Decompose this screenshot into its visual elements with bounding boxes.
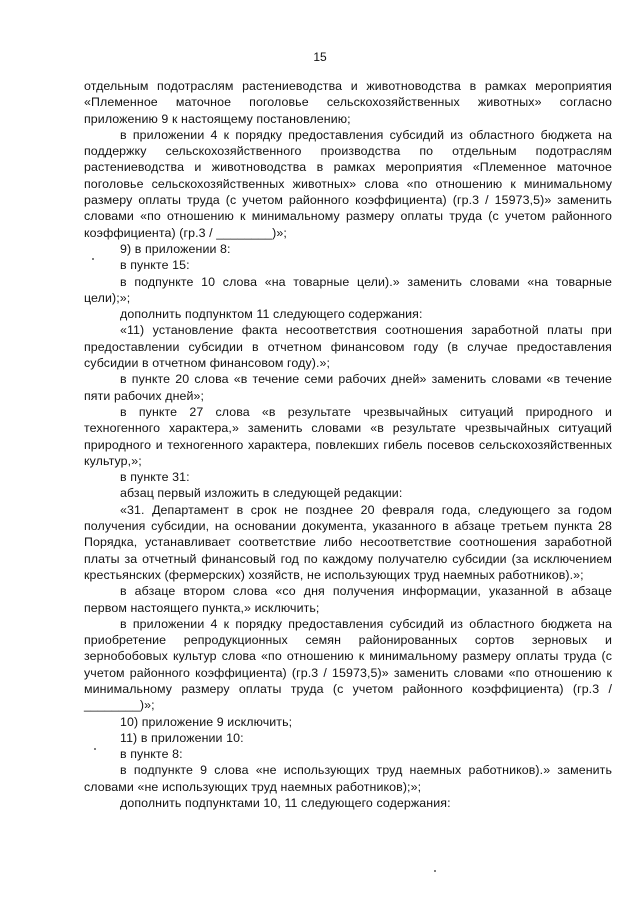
paragraph: 11) в приложении 10: xyxy=(120,730,244,745)
paragraph: отдельным подотраслям растениеводства и животноводства в рамках мероприятия «Племенное маточное поголовье сельскохозяйственных животных» согласно приложению 9 к настоящему постановлению; xyxy=(84,79,612,126)
paragraph: в пункте 15: xyxy=(120,258,190,273)
paragraph: абзац первый изложить в следующей редакции: xyxy=(120,486,403,501)
paragraph: дополнить подпунктом 11 следующего содержания: xyxy=(120,307,423,322)
scan-speck xyxy=(92,258,94,260)
paragraph: 9) в приложении 8: xyxy=(120,241,231,256)
paragraph: в пункте 8: xyxy=(120,747,183,762)
paragraph: в абзаце втором слова «со дня получения информации, указанной в абзаце первом настоящего пункта,» исключить; xyxy=(84,584,612,615)
paragraph: «31. Департамент в срок не позднее 20 февраля года, следующего за годом получения субсидии, на основании документа, указанного в абзаце третьем пункта 28 Порядка, устанавливает соответствие либо несоответствие соотношения заработной платы за отчетный финансовый год по каждому получателю субсидии (за исключением крестьянских (фермерских) хозяйств, не использующих труд наемных работников).»; xyxy=(84,502,612,582)
document-body xyxy=(84,78,612,811)
page-number: 15 xyxy=(313,50,327,64)
paragraph: дополнить подпунктами 10, 11 следующего содержания: xyxy=(120,796,451,811)
paragraph: в пункте 31: xyxy=(120,470,190,485)
paragraph: «11) установление факта несоответствия соотношения заработной платы при предоставлении субсидии в отчетном финансовом году (в случае предоставления субсидии в отчетном финансовом году).»; xyxy=(84,323,612,371)
scan-speck xyxy=(434,870,436,872)
paragraph: в пункте 20 слова «в течение семи рабочих дней» заменить словами «в течение пяти рабочих дней»; xyxy=(84,372,612,403)
paragraph: в подпункте 9 слова «не использующих труд наемных работников).» заменить словами «не использующих труд наемных работников);»; xyxy=(84,763,612,794)
paragraph: в пункте 27 слова «в результате чрезвычайных ситуаций природного и техногенного характера,» заменить словами «в результате чрезвычайных ситуаций природного и техногенного характера, повлекших гибель посевов сельскохозяйственных культур,»; xyxy=(84,404,612,468)
paragraph: 10) приложение 9 исключить; xyxy=(120,714,293,729)
paragraph: в приложении 4 к порядку предоставления субсидий из областного бюджета на приобретение репродукционных семян районированных сортов зерновых и зернобобовых культур слова «по отношению к минимальному размеру оплаты труда (с учетом районного коэффициента) (гр.3 / 15973,5)» заменить словами «по отношению к минимальному размеру оплаты труда (с учетом районного коэффициента) (гр.3 / ________)»; xyxy=(84,616,612,713)
scan-speck xyxy=(94,748,96,750)
paragraph: в приложении 4 к порядку предоставления субсидий из областного бюджета на поддержку сельскохозяйственного производства по отдельным подотраслям растениеводства и животноводства в рамках мероприятия «Племенное маточное поголовье сельскохозяйственных животных» слова «по отношению к минимальному размеру оплаты труда (с учетом районного коэффициента) (гр.3 / 15973,5)» заменить словами «по отношению к минимальному размеру оплаты труда (с учетом районного коэффициента) (гр.3 / ________)»; xyxy=(84,127,612,240)
paragraph: в подпункте 10 слова «на товарные цели).» заменить словами «на товарные цели);»; xyxy=(84,274,612,305)
